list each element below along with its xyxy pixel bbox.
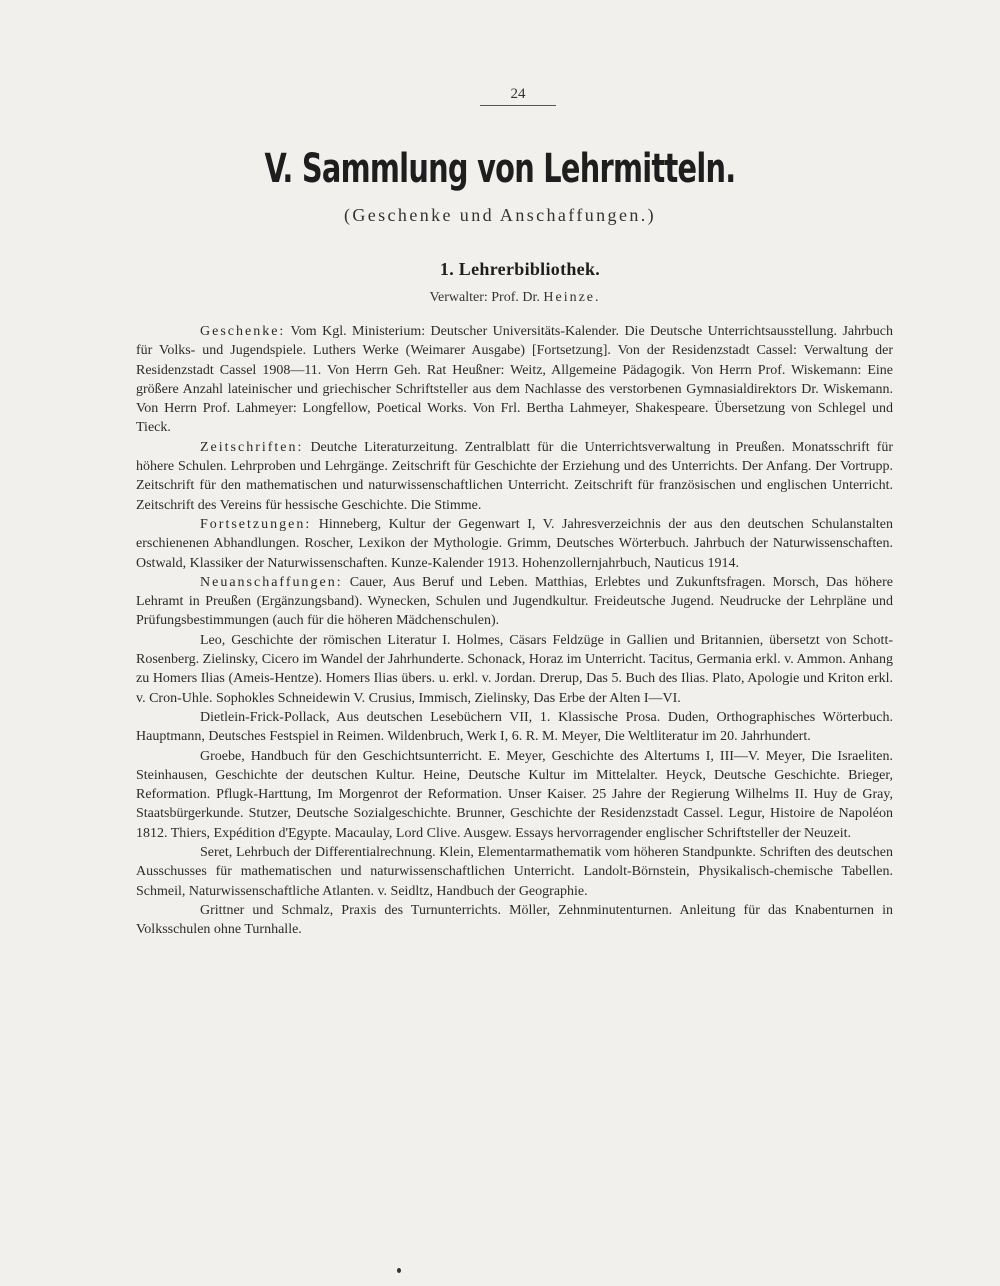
paragraph-text: Dietlein-Frick-Pollack, Aus deutschen Lesebüchern VII, 1. Klassische Prosa. Duden, Orthographisches Wörterbuch. Hauptmann, Deutsches Festspiel in Reimen. Wildenbruch, Werk I, 6. R. M. Meyer, Die Weltliteratur im 20. Jahrhundert. — [136, 709, 893, 745]
paragraph-label: Zeitschriften: — [200, 439, 304, 455]
paragraph-text: Vom Kgl. Ministerium: Deutscher Universitäts-Kalender. Die Deutsche Unterrichtsausstellung. Jahrbuch für Volks- und Jugendspiele. Luthers Werke (Weimarer Ausgabe) [Fortsetzung]. Von der Residenzstadt Cassel: Verwaltung der Residenzstadt Cassel 1908—11. Von Herrn Geh. Rat Heußner: Weitz, Allgemeine Pädagogik. Von Herrn Prof. Wiskemann: Eine größere Anzahl lateinischer und griechischer Schriftsteller aus dem Nachlasse des verstorbenen Gymnasialdirektors Dr. Wiskemann. Von Herrn Prof. Lahmeyer: Longfellow, Poetical Works. Von Frl. Bertha Lahmeyer, Shakespeare. Übersetzung von Schlegel und Tieck. — [136, 324, 893, 436]
paragraph-mathematik — [136, 843, 893, 901]
paragraph-text: Leo, Geschichte der römischen Literatur I. Holmes, Cäsars Feldzüge in Gallien und Britannien, übersetzt von Schott-Rosenberg. Zielinsky, Cicero im Wandel der Jahrhunderte. Schonack, Horaz im Unterricht. Tacitus, Germania erkl. v. Ammon. Anhang zu Homers Ilias (Ameis-Hentze). Homers Ilias übers. u. erkl. v. Jordan. Drerup, Das 5. Buch des Ilias. Plato, Apologie und Kriton erkl. v. Cron-Uhle. Sophokles Schneidewin V. Crusius, Immisch, Zielinsky, Das Erbe der Alten I—VI. — [136, 632, 893, 706]
paragraph-deutsch — [136, 708, 893, 747]
paragraph-label: Fortsetzungen: — [200, 516, 312, 532]
paragraph-text: Cauer, Aus Beruf und Leben. Matthias, Erlebtes und Zukunftsfragen. Morsch, Das höhere Lehramt in Preußen (Ergänzungsband). Wynecken, Schulen und Jugendkultur. Freideutsche Jugend. Neudrucke der Lehrpläne und Prüfungsbestimmungen (auch für die höheren Mädchenschulen). — [136, 574, 893, 629]
paragraph-text: Deutche Literaturzeitung. Zentralblatt für die Unterrichtsverwaltung in Preußen. Monatsschrift für höhere Schulen. Lehrproben und Lehrgänge. Zeitschrift für Geschichte der Erziehung und des Unterrichts. Der Anfang. Der Vortrupp. Zeitschrift für den mathematischen und naturwissenschaftlichen Unterricht. Zeitschrift für französischen und englischen Unterricht. Zeitschrift des Vereins für hessische Geschichte. Die Stimme. — [136, 439, 893, 513]
paragraph-zeitschriften — [136, 438, 893, 515]
print-speck — [397, 1268, 401, 1273]
section-heading: 1. Lehrerbibliothek. — [439, 259, 601, 279]
paragraph-fortsetzungen — [136, 515, 893, 573]
administrator-line — [0, 290, 1000, 306]
administrator-name: Heinze. — [543, 290, 601, 305]
paragraph-text: Grittner und Schmalz, Praxis des Turnunterrichts. Möller, Zehnminutenturnen. Anleitung für das Knabenturnen in Volksschulen ohne Turnhalle. — [136, 902, 893, 938]
body-text — [136, 322, 893, 940]
page-title: V. Sammlung von Lehrmitteln. — [264, 146, 736, 192]
page-number: 24 — [480, 86, 556, 106]
paragraph-text: Seret, Lehrbuch der Differentialrechnung. Klein, Elementarmathematik vom höheren Standpunkte. Schriften des deutschen Ausschusses für mathematischen und naturwissenschaftlichen Unterricht. Landolt-Börnstein, Physikalisch-chemische Tabellen. Schmeil, Naturwissenschaftliche Atlanten. v. Seidltz, Handbuch der Geographie. — [136, 845, 893, 899]
paragraph-label: Geschenke: — [200, 324, 286, 339]
paragraph-text: Hinneberg, Kultur der Gegenwart I, V. Jahresverzeichnis der aus den deutschen Schulanstalten erschienenen Abhandlungen. Roscher, Lexikon der Mythologie. Grimm, Deutsches Wörterbuch. Jahrbuch der Naturwissenschaften. Ostwald, Klassiker der Naturwissenschaften. Kunze-Kalender 1913. Hohenzollernjahrbuch, Nauticus 1914. — [136, 516, 893, 571]
page-subtitle: (Geschenke und Anschaffungen.) — [343, 205, 657, 225]
paragraph-geschichte — [136, 747, 893, 843]
paragraph-neuanschaffungen — [136, 573, 893, 631]
paragraph-antike — [136, 631, 893, 708]
administrator-prefix: Verwalter: Prof. Dr. — [429, 290, 540, 305]
paragraph-text: Groebe, Handbuch für den Geschichtsunterricht. E. Meyer, Geschichte des Altertums I, III—V. Meyer, Die Israeliten. Steinhausen, Geschichte der deutschen Kultur. Heine, Deutsche Kultur im Mittelalter. Heyck, Deutsche Geschichte. Brieger, Reformation. Pflugk-Harttung, Im Morgenrot der Reformation. Unser Kaiser. 25 Jahre der Regierung Wilhelms II. Huy de Gray, Staatsbürgerkunde. Stutzer, Deutsche Sozialgeschichte. Brunner, Geschichte der Residenzstadt Cassel. Legur, Histoire de Napoléon 1812. Thiers, Expédition d'Egypte. Macaulay, Lord Clive. Ausgew. Essays hervorragender englischer Schriftsteller der Neuzeit. — [136, 748, 893, 841]
paragraph-label: Neuanschaffungen: — [200, 574, 343, 590]
paragraph-turnen — [136, 901, 893, 940]
paragraph-geschenke — [136, 322, 893, 438]
